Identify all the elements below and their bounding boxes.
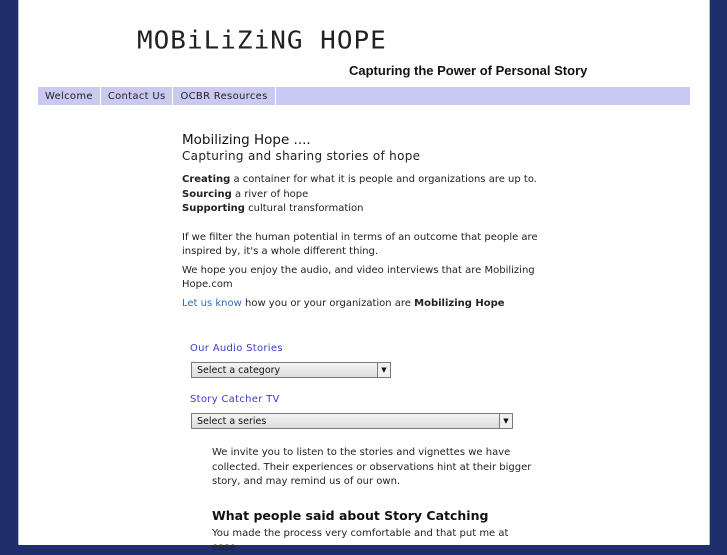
chevron-down-icon[interactable]: ▼: [377, 363, 390, 377]
intro-line: [182, 173, 542, 188]
intro-line-text: cultural transformation: [244, 203, 364, 214]
intro-line-bold: Supporting: [182, 203, 245, 214]
page-container: [18, 0, 710, 553]
audio-category-select[interactable]: [191, 362, 391, 378]
testimonials-heading: What people said about Story Catching: [212, 508, 489, 523]
intro-paragraph: If we filter the human potential in terms of an outcome that people are inspired by, it's a whole different thing.: [182, 231, 538, 257]
intro-paragraph: We hope you enjoy the audio, and video interviews that are Mobilizing Hope.com: [182, 264, 535, 290]
page-subtitle: Capturing and sharing stories of hope: [182, 149, 421, 163]
audio-select-value: Select a category: [197, 364, 281, 376]
cta-text: how you or your organization are: [241, 297, 415, 309]
let-us-know-link[interactable]: Let us know: [182, 297, 242, 309]
intro-line-text: a container for what it is people and organizations are up to.: [230, 174, 537, 185]
invite-paragraph: We invite you to listen to the stories and vignettes we have collected. Their experiences or observations hint at their bigger story, and may remind us of our own.: [212, 447, 532, 487]
site-logo[interactable]: MOBiLiZiNG HOPE: [137, 26, 387, 56]
tv-select-value: Select a series: [197, 415, 267, 427]
intro-line-text: a river of hope: [231, 188, 309, 200]
cta-bold: Mobilizing Hope: [414, 297, 505, 309]
intro-line-bold: Sourcing: [182, 188, 232, 200]
nav-bar: [38, 87, 690, 105]
chevron-down-icon[interactable]: ▼: [499, 414, 512, 428]
spacer: [182, 217, 542, 231]
nav-item-welcome[interactable]: Welcome: [38, 87, 101, 105]
intro-line: [182, 202, 542, 217]
intro-line-bold: Creating: [182, 174, 231, 185]
site-tagline: Capturing the Power of Personal Story: [349, 63, 588, 78]
contact-cta: [182, 297, 542, 312]
nav-item-ocbr-resources[interactable]: OCBR Resources: [173, 87, 275, 105]
intro-section: [182, 132, 542, 311]
page-title: Mobilizing Hope ....: [182, 132, 311, 148]
intro-line: [182, 188, 542, 203]
audio-stories-label: Our Audio Stories: [190, 343, 283, 354]
tv-series-select[interactable]: [191, 413, 513, 429]
story-catcher-tv-label: Story Catcher TV: [190, 394, 280, 405]
nav-item-contact-us[interactable]: Contact Us: [101, 87, 174, 105]
testimonial-text: You made the process very comfortable and that put me at ease: [212, 528, 509, 553]
